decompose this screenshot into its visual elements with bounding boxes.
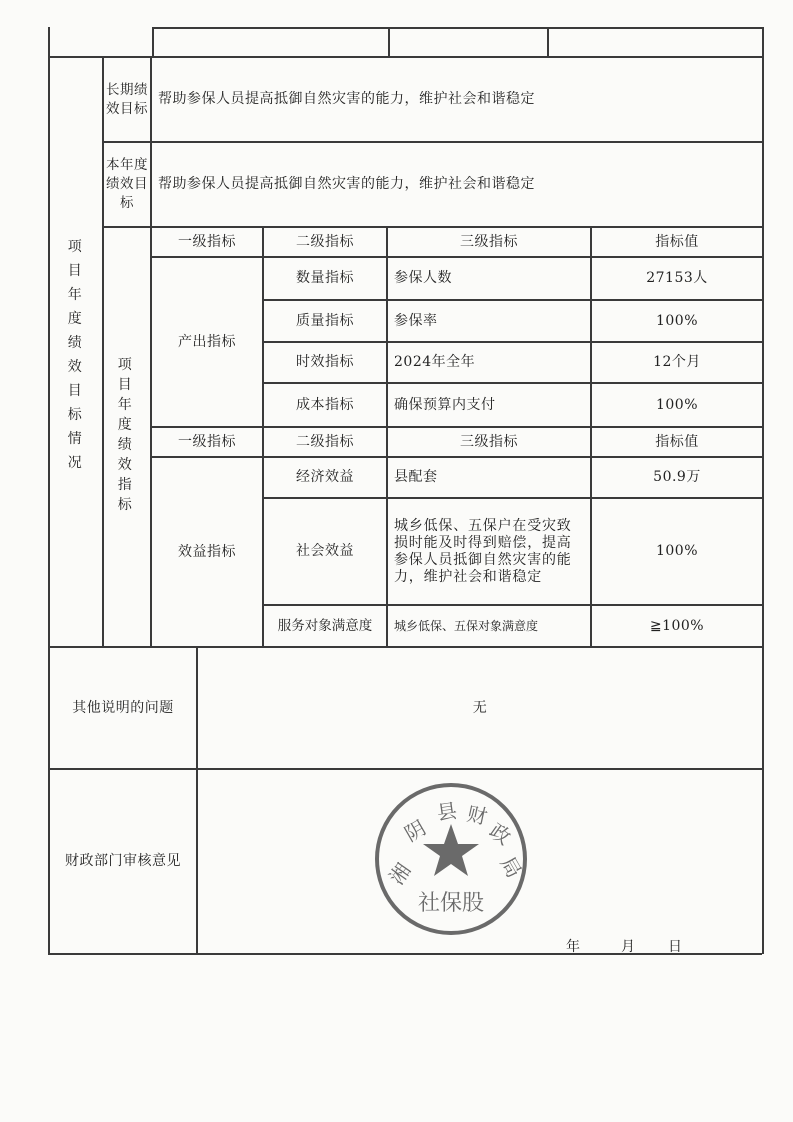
svg-text:政: 政 <box>485 818 516 850</box>
level2-cell: 质量指标 <box>296 312 354 329</box>
section-label: 项目年度绩效目标情况 <box>67 239 83 471</box>
value-cell: 50.9万 <box>653 469 701 485</box>
header-level3: 三级指标 <box>460 433 518 450</box>
level2-cell: 社会效益 <box>296 543 354 559</box>
value-cell: 100% <box>655 312 699 329</box>
level3-cell: 参保人数 <box>394 270 452 286</box>
annual-goal-text: 帮助参保人员提高抵御自然灾害的能力，维护社会和谐稳定 <box>158 176 535 192</box>
col-line <box>388 27 390 57</box>
indicator-label: 项目年度绩效指标 <box>117 357 133 513</box>
header-level3: 三级指标 <box>460 233 518 250</box>
other-notes-text: 无 <box>472 699 488 716</box>
value-cell: 12个月 <box>653 354 701 370</box>
header-level2: 二级指标 <box>296 233 354 250</box>
header-level1: 一级指标 <box>178 433 236 450</box>
col-line <box>547 27 549 57</box>
level3-cell: 确保预算内支付 <box>394 396 496 413</box>
finance-review-label: 财政部门审核意见 <box>65 853 181 869</box>
svg-text:社保股: 社保股 <box>417 891 485 916</box>
level2-cell: 成本指标 <box>296 396 354 413</box>
long-term-goal-label: 长期绩效目标 <box>106 81 148 117</box>
level2-cell: 数量指标 <box>296 270 354 286</box>
value-cell: ≧100% <box>649 617 705 634</box>
value-cell: 100% <box>655 543 699 559</box>
date-month: 月 <box>621 939 635 955</box>
level3-cell: 参保率 <box>394 312 438 329</box>
level2-cell: 时效指标 <box>296 354 354 370</box>
value-cell: 27153人 <box>646 270 708 286</box>
svg-text:县: 县 <box>435 798 459 825</box>
level3-cell: 城乡低保、五保户在受灾致损时能及时得到赔偿，提高参保人员抵御自然灾害的能力，维护社会和谐稳定 <box>394 517 572 585</box>
level2-cell: 经济效益 <box>296 469 354 485</box>
col-line <box>152 27 154 57</box>
col-line <box>762 27 764 954</box>
svg-text:湘: 湘 <box>384 858 416 889</box>
level3-cell: 2024年全年 <box>394 354 476 370</box>
header-level1: 一级指标 <box>178 233 236 250</box>
header-value: 指标值 <box>655 233 699 250</box>
header-level2: 二级指标 <box>296 433 354 450</box>
level2-cell: 服务对象满意度 <box>277 617 373 634</box>
annual-goal-label: 本年度绩效目标 <box>106 157 148 211</box>
header-value: 指标值 <box>655 433 699 450</box>
output-indicator-label: 产出指标 <box>178 333 236 350</box>
level3-cell: 县配套 <box>394 469 438 485</box>
svg-text:财: 财 <box>464 801 490 830</box>
row-line <box>152 27 762 29</box>
long-term-goal-text: 帮助参保人员提高抵御自然灾害的能力，维护社会和谐稳定 <box>158 91 535 107</box>
benefit-indicator-label: 效益指标 <box>178 543 236 560</box>
svg-text:阴: 阴 <box>400 815 430 847</box>
row-line <box>48 953 762 955</box>
date-year: 年 <box>566 939 580 955</box>
date-day: 日 <box>668 939 682 955</box>
svg-text:局: 局 <box>495 852 527 882</box>
official-seal <box>372 780 530 938</box>
level3-cell: 城乡低保、五保对象满意度 <box>394 618 539 633</box>
other-notes-label: 其他说明的问题 <box>72 699 174 716</box>
value-cell: 100% <box>655 396 699 413</box>
